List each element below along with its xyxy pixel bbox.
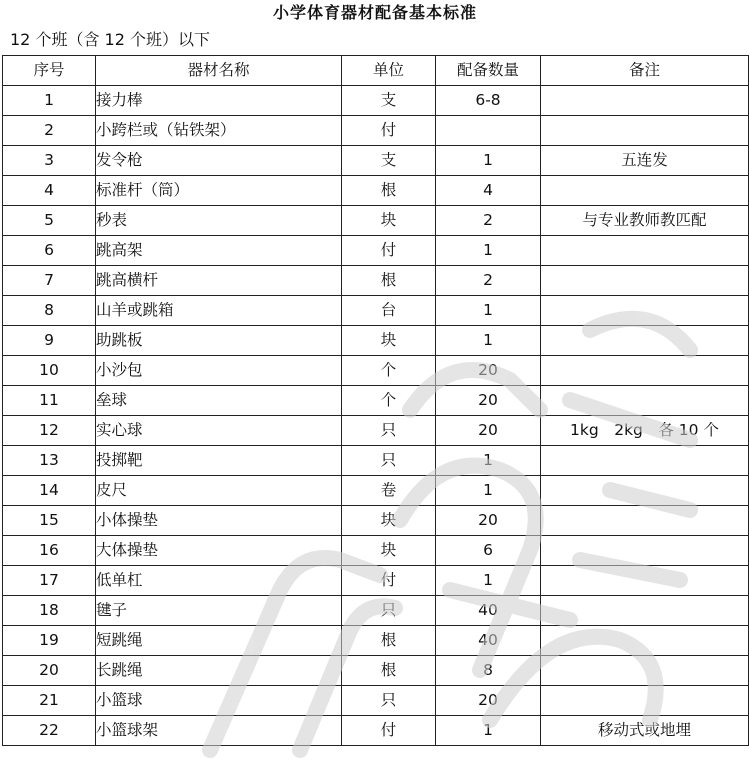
- cell-note: 与专业教师教匹配: [541, 206, 749, 236]
- cell-unit: 块: [342, 206, 436, 236]
- table-row: [3, 356, 749, 386]
- table-row: [3, 116, 749, 146]
- cell-no: 6: [3, 236, 96, 266]
- cell-no: 22: [3, 716, 96, 746]
- cell-name: 跳高架: [96, 236, 342, 266]
- table-row: [3, 626, 749, 656]
- cell-note: [541, 446, 749, 476]
- cell-note: [541, 506, 749, 536]
- cell-note: [541, 596, 749, 626]
- cell-unit: 只: [342, 446, 436, 476]
- table-row: [3, 146, 749, 176]
- cell-unit: 只: [342, 416, 436, 446]
- cell-no: 15: [3, 506, 96, 536]
- cell-name: 小沙包: [96, 356, 342, 386]
- cell-name: 大体操垫: [96, 536, 342, 566]
- cell-qty: 1: [436, 716, 541, 746]
- cell-name: 接力棒: [96, 86, 342, 116]
- cell-qty: 2: [436, 206, 541, 236]
- cell-note: [541, 656, 749, 686]
- cell-qty: 1: [436, 566, 541, 596]
- cell-name: 小篮球: [96, 686, 342, 716]
- cell-no: 7: [3, 266, 96, 296]
- cell-qty: 1: [436, 296, 541, 326]
- cell-name: 投掷靶: [96, 446, 342, 476]
- cell-no: 18: [3, 596, 96, 626]
- table-row: [3, 506, 749, 536]
- cell-name: 跳高横杆: [96, 266, 342, 296]
- cell-qty: 20: [436, 416, 541, 446]
- header-note: 备注: [541, 56, 749, 86]
- header-qty: 配备数量: [436, 56, 541, 86]
- cell-unit: 卷: [342, 476, 436, 506]
- cell-note: [541, 116, 749, 146]
- cell-note: [541, 626, 749, 656]
- table-row: [3, 326, 749, 356]
- cell-qty: 1: [436, 476, 541, 506]
- cell-name: 山羊或跳箱: [96, 296, 342, 326]
- cell-no: 9: [3, 326, 96, 356]
- table-row: [3, 236, 749, 266]
- cell-name: 长跳绳: [96, 656, 342, 686]
- cell-name: 助跳板: [96, 326, 342, 356]
- cell-no: 20: [3, 656, 96, 686]
- cell-name: 发令枪: [96, 146, 342, 176]
- cell-no: 4: [3, 176, 96, 206]
- cell-no: 11: [3, 386, 96, 416]
- cell-note: [541, 566, 749, 596]
- cell-note: 移动式或地埋: [541, 716, 749, 746]
- cell-unit: 只: [342, 686, 436, 716]
- cell-no: 8: [3, 296, 96, 326]
- cell-unit: 台: [342, 296, 436, 326]
- cell-no: 13: [3, 446, 96, 476]
- cell-unit: 个: [342, 356, 436, 386]
- table-row: [3, 446, 749, 476]
- cell-note: [541, 296, 749, 326]
- cell-no: 21: [3, 686, 96, 716]
- cell-name: 小体操垫: [96, 506, 342, 536]
- cell-note: 1kg 2kg 各 10 个: [541, 416, 749, 446]
- cell-note: [541, 686, 749, 716]
- cell-qty: [436, 116, 541, 146]
- cell-name: 标准杆（筒）: [96, 176, 342, 206]
- cell-qty: 40: [436, 596, 541, 626]
- cell-unit: 块: [342, 506, 436, 536]
- table-row: [3, 596, 749, 626]
- cell-no: 1: [3, 86, 96, 116]
- cell-note: [541, 326, 749, 356]
- cell-qty: 40: [436, 626, 541, 656]
- header-unit: 单位: [342, 56, 436, 86]
- cell-unit: 付: [342, 716, 436, 746]
- cell-unit: 根: [342, 656, 436, 686]
- document-title: 小学体育器材配备基本标准: [272, 3, 477, 22]
- cell-note: [541, 176, 749, 206]
- table-row: [3, 296, 749, 326]
- cell-qty: 20: [436, 386, 541, 416]
- cell-no: 5: [3, 206, 96, 236]
- cell-no: 14: [3, 476, 96, 506]
- cell-name: 垒球: [96, 386, 342, 416]
- cell-name: 秒表: [96, 206, 342, 236]
- cell-qty: 6: [436, 536, 541, 566]
- cell-unit: 支: [342, 86, 436, 116]
- cell-qty: 20: [436, 506, 541, 536]
- cell-no: 16: [3, 536, 96, 566]
- table-row: [3, 686, 749, 716]
- cell-qty: 6-8: [436, 86, 541, 116]
- cell-qty: 1: [436, 326, 541, 356]
- cell-qty: 1: [436, 446, 541, 476]
- table-row: [3, 536, 749, 566]
- cell-note: [541, 476, 749, 506]
- cell-qty: 2: [436, 266, 541, 296]
- cell-note: 五连发: [541, 146, 749, 176]
- cell-unit: 付: [342, 116, 436, 146]
- table-row: [3, 176, 749, 206]
- cell-unit: 个: [342, 386, 436, 416]
- table-row: [3, 416, 749, 446]
- cell-name: 低单杠: [96, 566, 342, 596]
- cell-name: 短跳绳: [96, 626, 342, 656]
- equipment-table: [2, 55, 749, 746]
- cell-name: 实心球: [96, 416, 342, 446]
- cell-note: [541, 386, 749, 416]
- header-name: 器材名称: [96, 56, 342, 86]
- cell-qty: 20: [436, 356, 541, 386]
- cell-no: 19: [3, 626, 96, 656]
- cell-name: 毽子: [96, 596, 342, 626]
- table-row: [3, 656, 749, 686]
- document-subtitle: 12 个班（含 12 个班）以下: [10, 30, 210, 49]
- header-no: 序号: [3, 56, 96, 86]
- cell-unit: 付: [342, 566, 436, 596]
- cell-unit: 根: [342, 626, 436, 656]
- cell-no: 3: [3, 146, 96, 176]
- cell-qty: 8: [436, 656, 541, 686]
- cell-no: 17: [3, 566, 96, 596]
- cell-no: 10: [3, 356, 96, 386]
- cell-unit: 根: [342, 266, 436, 296]
- cell-unit: 块: [342, 536, 436, 566]
- cell-unit: 只: [342, 596, 436, 626]
- cell-note: [541, 536, 749, 566]
- table-header-row: [3, 56, 749, 86]
- table-row: [3, 716, 749, 746]
- cell-no: 2: [3, 116, 96, 146]
- cell-qty: 20: [436, 686, 541, 716]
- cell-name: 小跨栏或（钻铁架）: [96, 116, 342, 146]
- cell-qty: 4: [436, 176, 541, 206]
- cell-unit: 付: [342, 236, 436, 266]
- table-row: [3, 476, 749, 506]
- cell-name: 皮尺: [96, 476, 342, 506]
- table-row: [3, 266, 749, 296]
- cell-no: 12: [3, 416, 96, 446]
- cell-note: [541, 236, 749, 266]
- cell-note: [541, 86, 749, 116]
- cell-unit: 块: [342, 326, 436, 356]
- table-row: [3, 86, 749, 116]
- cell-qty: 1: [436, 146, 541, 176]
- cell-note: [541, 266, 749, 296]
- cell-note: [541, 356, 749, 386]
- cell-name: 小篮球架: [96, 716, 342, 746]
- table-row: [3, 566, 749, 596]
- cell-unit: 根: [342, 176, 436, 206]
- cell-qty: 1: [436, 236, 541, 266]
- table-row: [3, 386, 749, 416]
- table-row: [3, 206, 749, 236]
- cell-unit: 支: [342, 146, 436, 176]
